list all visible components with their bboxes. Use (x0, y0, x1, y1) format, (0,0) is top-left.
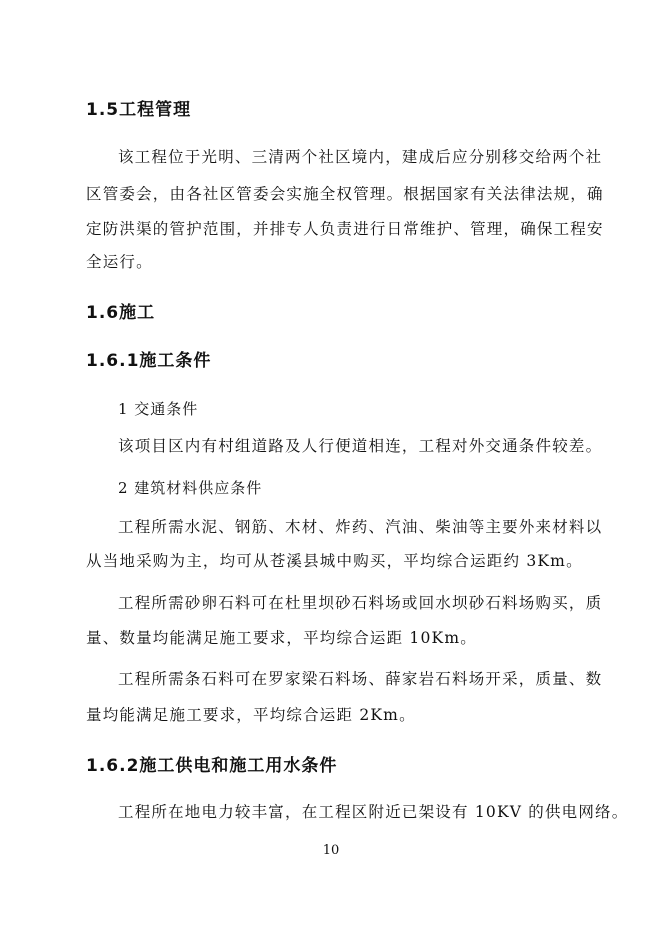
paragraph-line: 量、数量均能满足施工要求，平均综合运距 10Km。 (86, 629, 477, 647)
heading-1-6-1: 1.6.1施工条件 (86, 351, 212, 371)
list-item-materials: 2 建筑材料供应条件 (118, 479, 263, 497)
paragraph-line: 工程所需砂卵石料可在杜里坝砂石料场或回水坝砂石料场购买，质 (118, 594, 603, 612)
paragraph-line: 从当地采购为主，均可从苍溪县城中购买，平均综合运距约 3Km。 (86, 552, 583, 570)
paragraph-line: 定防洪渠的管护范围，并排专人负责进行日常维护、管理，确保工程安 (86, 220, 604, 238)
paragraph-line: 该工程位于光明、三清两个社区境内，建成后应分别移交给两个社 (118, 148, 603, 166)
paragraph-line: 工程所在地电力较丰富，在工程区附近已架设有 10KV 的供电网络。 (118, 803, 629, 821)
page-number: 10 (322, 843, 340, 858)
paragraph-line: 该项目区内有村组道路及人行便道相连，工程对外交通条件较差。 (118, 437, 603, 455)
paragraph-line: 全运行。 (86, 253, 153, 271)
paragraph-line: 工程所需条石料可在罗家梁石料场、薛家岩石料场开采，质量、数 (118, 670, 603, 688)
heading-1-6: 1.6施工 (86, 303, 156, 323)
heading-1-6-2: 1.6.2施工供电和施工用水条件 (86, 756, 338, 776)
list-item-traffic: 1 交通条件 (118, 400, 199, 418)
heading-1-5: 1.5工程管理 (86, 100, 192, 120)
paragraph-line: 区管委会，由各社区管委会实施全权管理。根据国家有关法律法规，确 (86, 185, 604, 203)
paragraph-line: 工程所需水泥、钢筋、木材、炸药、汽油、柴油等主要外来材料以 (118, 518, 603, 536)
paragraph-line: 量均能满足施工要求，平均综合运距 2Km。 (86, 706, 416, 724)
